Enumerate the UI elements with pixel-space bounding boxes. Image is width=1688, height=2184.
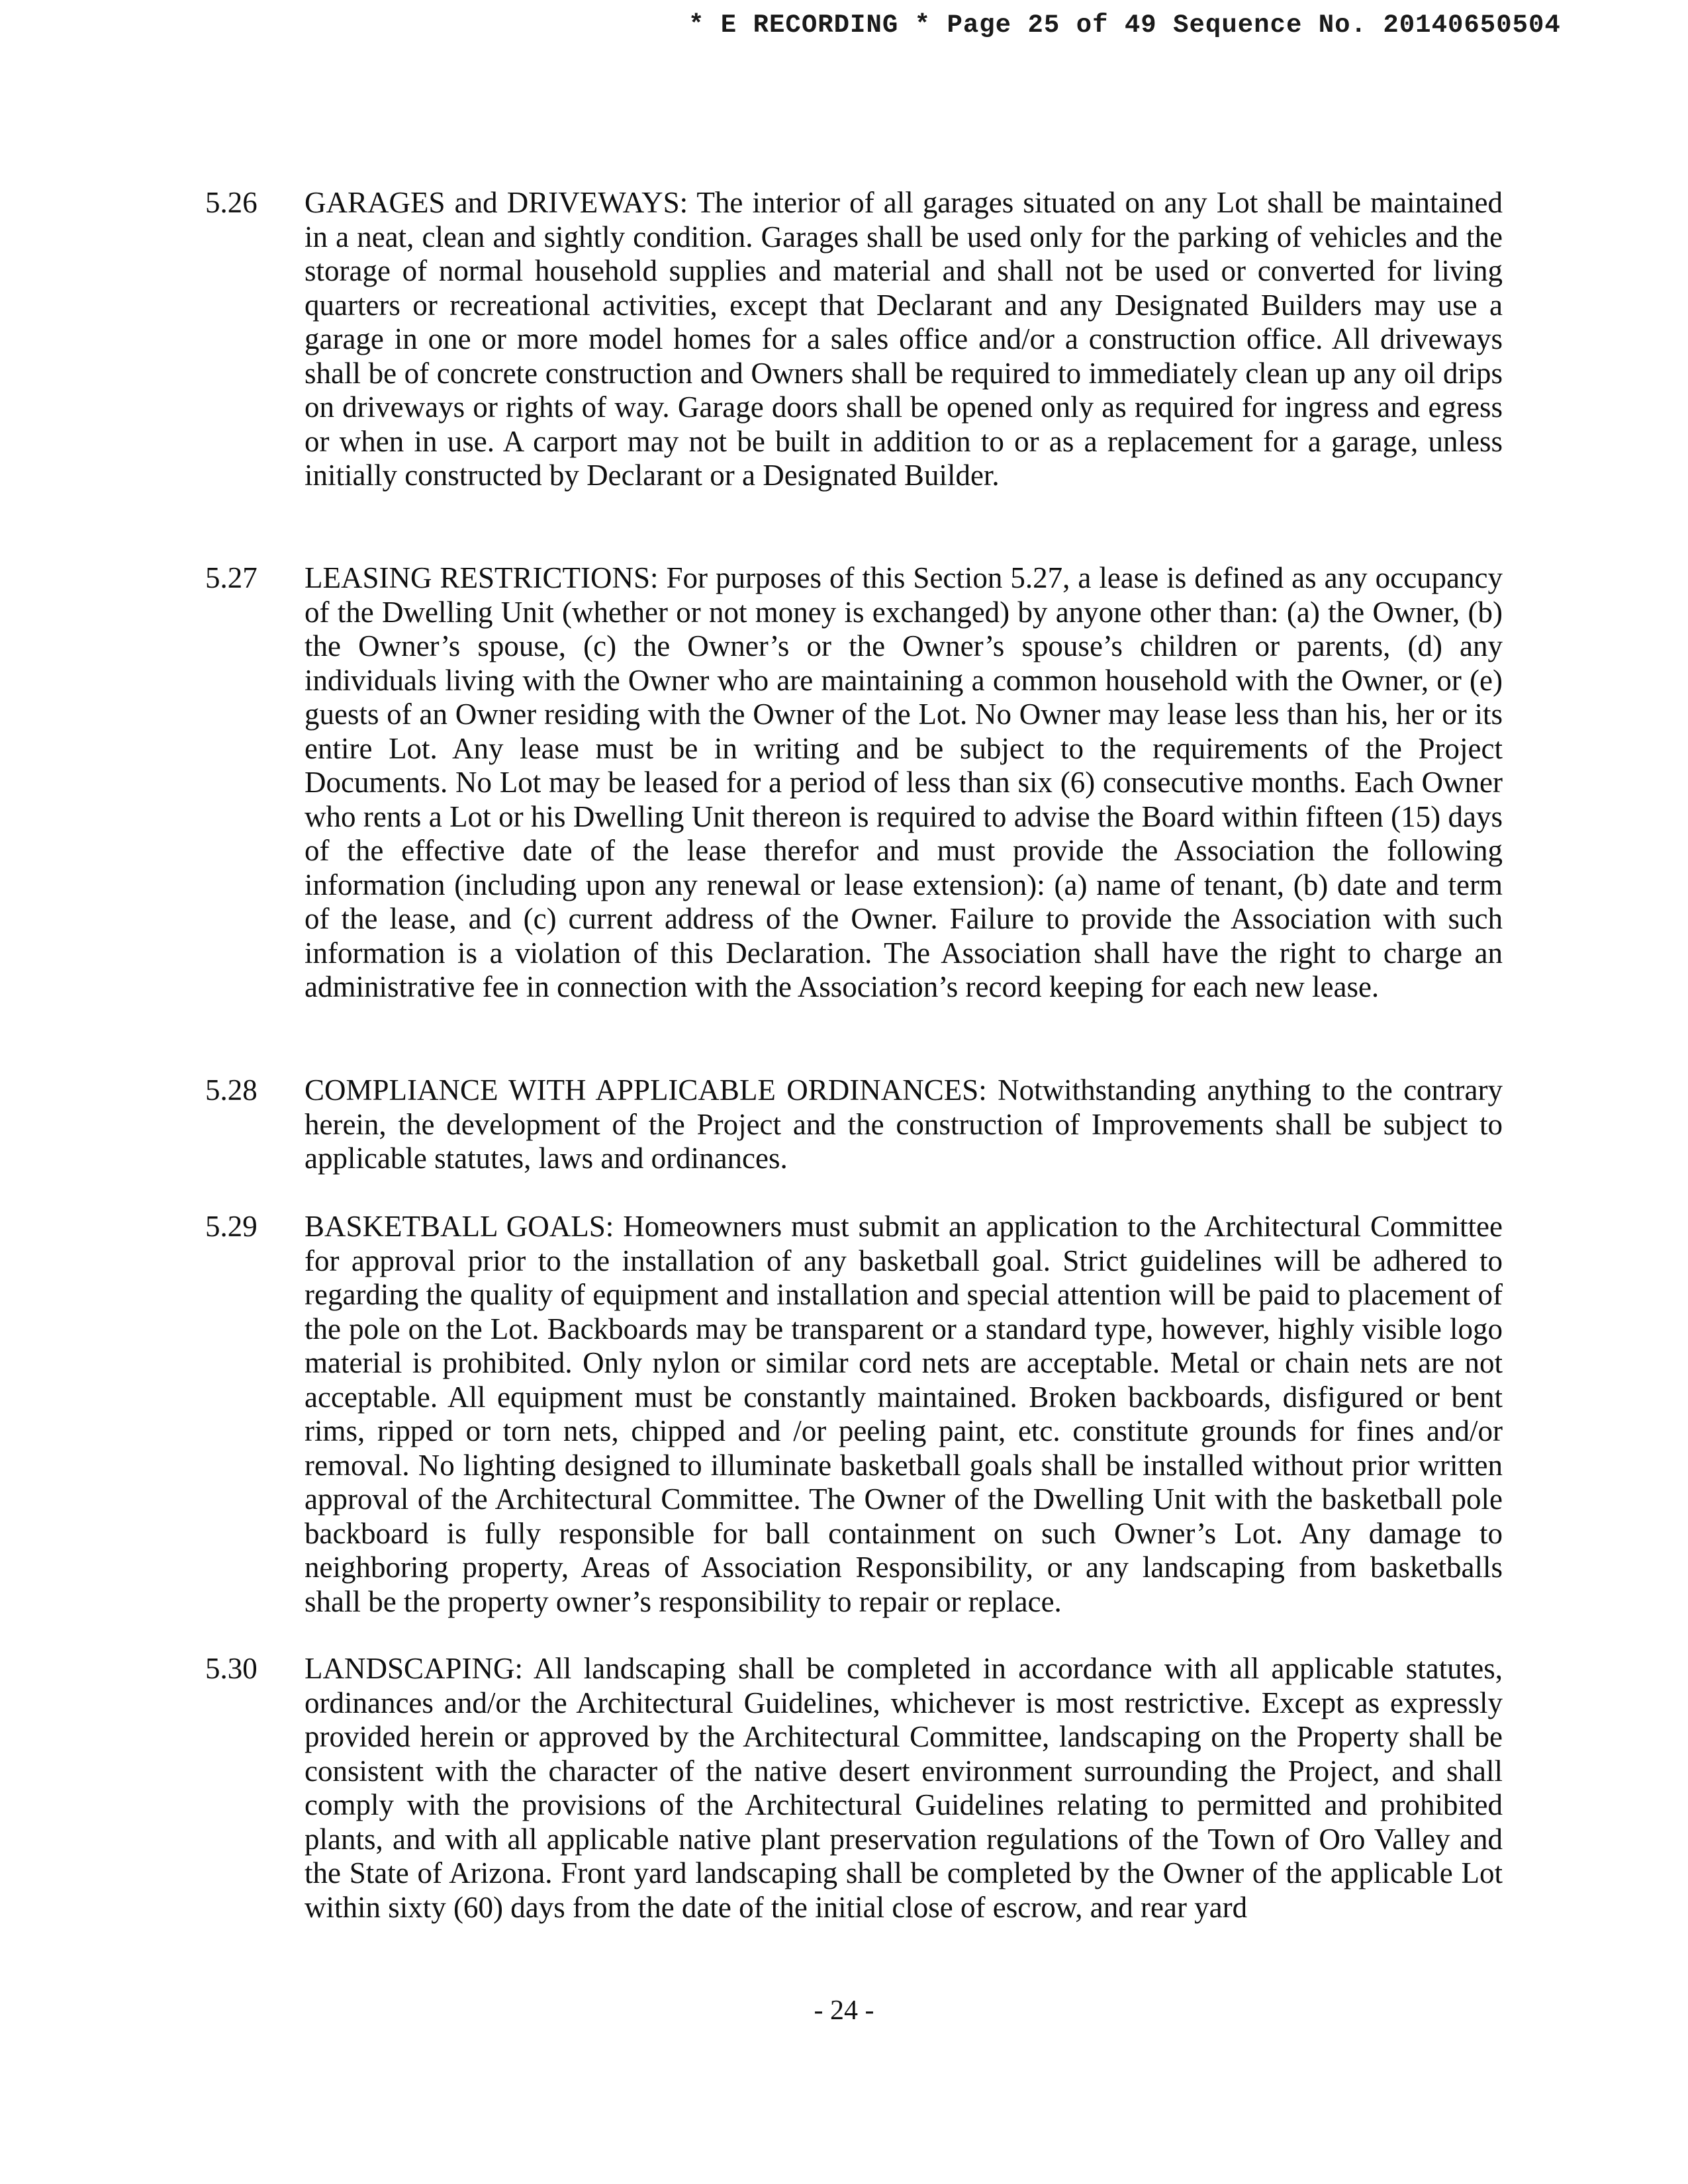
section-number: 5.29 [205,1210,258,1243]
section-number: 5.28 [205,1073,258,1107]
section-number: 5.26 [205,186,258,219]
page-number: - 24 - [814,1995,874,2026]
recording-header: * E RECORDING * Page 25 of 49 Sequence No. 20140650504 [688,11,1561,40]
section-5-29 [205,1210,1503,1619]
section-5-27 [205,561,1503,1005]
section-number: 5.30 [205,1652,258,1685]
section-text: GARAGES and DRIVEWAYS: The interior of all garages situated on any Lot shall be maintained in a neat, clean and sightly condition. Garages shall be used only for the parking of vehicles and the storage of normal household supplies and material and shall not be used or converted for living quarters or recreational activities, except that Declarant and any Designated Builders may use a garage in one or more model homes for a sales office and/or a construction office. All driveways shall be of concrete construction and Owners shall be required to immediately clean up any oil drips on driveways or rights of way. Garage doors shall be opened only as required for ingress and egress or when in use. A carport may not be built in addition to or as a replacement for a garage, unless initially constructed by Declarant or a Designated Builder. [305,186,1503,492]
section-5-28 [205,1073,1503,1176]
section-text: COMPLIANCE WITH APPLICABLE ORDINANCES: Notwithstanding anything to the contrary herein, the development of the Project and the construction of Improvements shall be subject to applicable statutes, laws and ordinances. [305,1073,1503,1175]
section-number: 5.27 [205,561,258,594]
section-5-30 [205,1652,1503,1925]
section-text: BASKETBALL GOALS: Homeowners must submit an application to the Architectural Committee for approval prior to the installation of any basketball goal. Strict guidelines will be adhered to regarding the quality of equipment and installation and special attention will be paid to placement of the pole on the Lot. Backboards may be transparent or a standard type, however, highly visible logo material is prohibited. Only nylon or similar cord nets are acceptable. Metal or chain nets are not acceptable. All equipment must be constantly maintained. Broken backboards, disfigured or bent rims, ripped or torn nets, chipped and /or peeling paint, etc. constitute grounds for fines and/or removal. No lighting designed to illuminate basketball goals shall be installed without prior written approval of the Architectural Committee. The Owner of the Dwelling Unit with the basketball pole backboard is fully responsible for ball containment on such Owner’s Lot. Any damage to neighboring property, Areas of Association Responsibility, or any landscaping from basketballs shall be the property owner’s responsibility to repair or replace. [305,1210,1503,1618]
section-5-26 [205,186,1503,493]
section-text: LANDSCAPING: All landscaping shall be completed in accordance with all applicable statutes, ordinances and/or the Architectural Guidelines, whichever is most restrictive. Except as expressly provided herein or approved by the Architectural Committee, landscaping on the Property shall be consistent with the character of the native desert environment surrounding the Project, and shall comply with the provisions of the Architectural Guidelines relating to permitted and prohibited plants, and with all applicable native plant preservation regulations of the Town of Oro Valley and the State of Arizona. Front yard landscaping shall be completed by the Owner of the applicable Lot within sixty (60) days from the date of the initial close of escrow, and rear yard [305,1652,1503,1924]
section-text: LEASING RESTRICTIONS: For purposes of this Section 5.27, a lease is defined as any occupancy of the Dwelling Unit (whether or not money is exchanged) by anyone other than: (a) the Owner, (b) the Owner’s spouse, (c) the Owner’s or the Owner’s spouse’s children or parents, (d) any individuals living with the Owner who are maintaining a common household with the Owner, or (e) guests of an Owner residing with the Owner of the Lot. No Owner may lease less than his, her or its entire Lot. Any lease must be in writing and be subject to the requirements of the Project Documents. No Lot may be leased for a period of less than six (6) consecutive months. Each Owner who rents a Lot or his Dwelling Unit thereon is required to advise the Board within fifteen (15) days of the effective date of the lease therefor and must provide the Association the following information (including upon any renewal or lease extension): (a) name of tenant, (b) date and term of the lease, and (c) current address of the Owner. Failure to provide the Association with such information is a violation of this Declaration. The Association shall have the right to charge an administrative fee in connection with the Association’s record keeping for each new lease. [305,561,1503,1003]
